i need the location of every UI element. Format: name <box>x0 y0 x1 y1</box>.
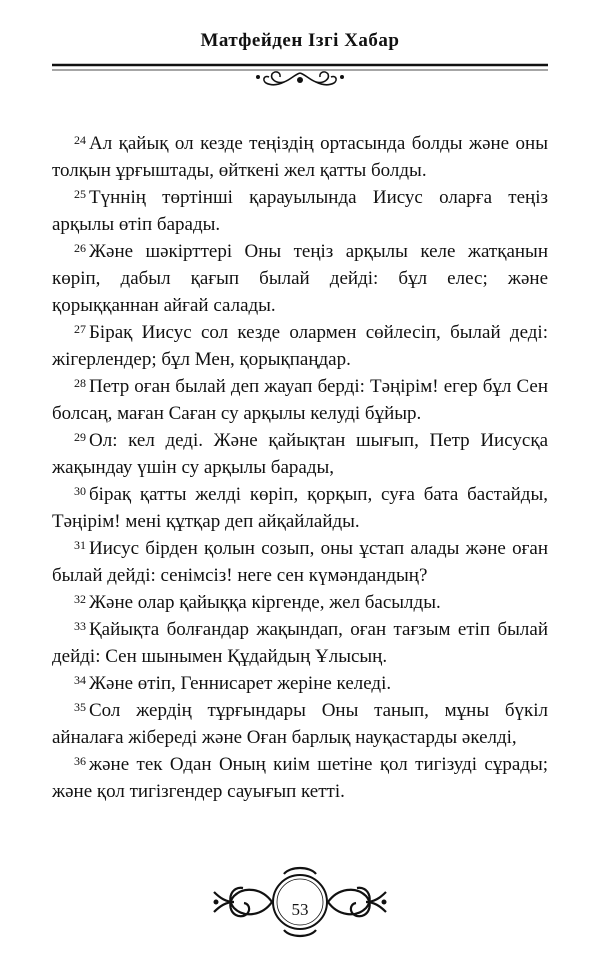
verse-number: 27 <box>74 322 86 336</box>
verse-text: Ал қайық ол кезде теңіздің ортасында болды және оны толқын ұрғыштады, өйткені жел қатты болды. <box>52 133 548 181</box>
verse-number: 33 <box>74 619 86 633</box>
page-number: 53 <box>291 900 309 919</box>
scripture-text <box>52 130 548 805</box>
verse-text: Сол жердің тұрғындары Оны танып, мұны бүкіл айналаға жібереді және Оған барлық науқастарды әкелді, <box>52 700 548 748</box>
verse-text: Түннің төртінші қарауылында Иисус оларға теңіз арқылы өтіп барады. <box>52 187 548 235</box>
verse-number: 30 <box>74 484 86 498</box>
verse-number: 32 <box>74 592 86 606</box>
verse <box>52 751 548 805</box>
verse-text: және тек Одан Оның киім шетіне қол тигізуді сұрады; және қол тигізгендер сауығып кетті. <box>52 754 548 802</box>
verse-number: 24 <box>74 133 86 147</box>
verse-number: 34 <box>74 673 86 687</box>
verse <box>52 319 548 373</box>
verse-text: Бірақ Иисус сол кезде олармен сөйлесіп, былай деді: жігерлендер; бұл Мен, қорықпаңдар. <box>52 322 548 370</box>
verse <box>52 697 548 751</box>
verse-text: Петр оған былай деп жауап берді: Тәңірім! егер бұл Сен болсаң, маған Саған су арқылы келуді бұйыр. <box>52 376 548 424</box>
verse-number: 31 <box>74 538 86 552</box>
verse-number: 25 <box>74 187 86 201</box>
verse <box>52 535 548 589</box>
verse <box>52 373 548 427</box>
verse-text: Және шәкірттері Оны теңіз арқылы келе жатқанын көріп, дабыл қағып былай дейді: бұл елес; және қорыққаннан айғай салады. <box>52 241 548 316</box>
verse-text: бірақ қатты желді көріп, қорқып, суға бата бастайды, Тәңірім! мені құтқар деп айқайлайды. <box>52 484 548 532</box>
verse-text: Қайықта болғандар жақындап, оған тағзым етіп былай дейді: Сен шынымен Құдайдың Ұлысың. <box>52 619 548 667</box>
verse-text: Иисус бірден қолын созып, оны ұстап алады және оған былай дейді: сенімсіз! неге сен күмәндандың? <box>52 538 548 586</box>
verse-number: 36 <box>74 754 86 768</box>
verse-text: Ол: кел деді. Және қайықтан шығып, Петр Иисусқа жақындау үшін су арқылы барады, <box>52 430 548 478</box>
verse <box>52 130 548 184</box>
page-header-title: Матфейден Ізгі Хабар <box>200 30 400 51</box>
verse-number: 35 <box>74 700 86 714</box>
verse-number: 26 <box>74 241 86 255</box>
verse <box>52 481 548 535</box>
verse <box>52 238 548 319</box>
verse-text: Және өтіп, Геннисарет жеріне келеді. <box>89 673 392 694</box>
header-ornament-divider <box>52 62 548 92</box>
verse-text: Және олар қайыққа кіргенде, жел басылды. <box>89 592 441 613</box>
verse-number: 29 <box>74 430 86 444</box>
verse-number: 28 <box>74 376 86 390</box>
verse <box>52 589 548 616</box>
verse <box>52 670 548 697</box>
verse <box>52 616 548 670</box>
verse <box>52 184 548 238</box>
verse <box>52 427 548 481</box>
